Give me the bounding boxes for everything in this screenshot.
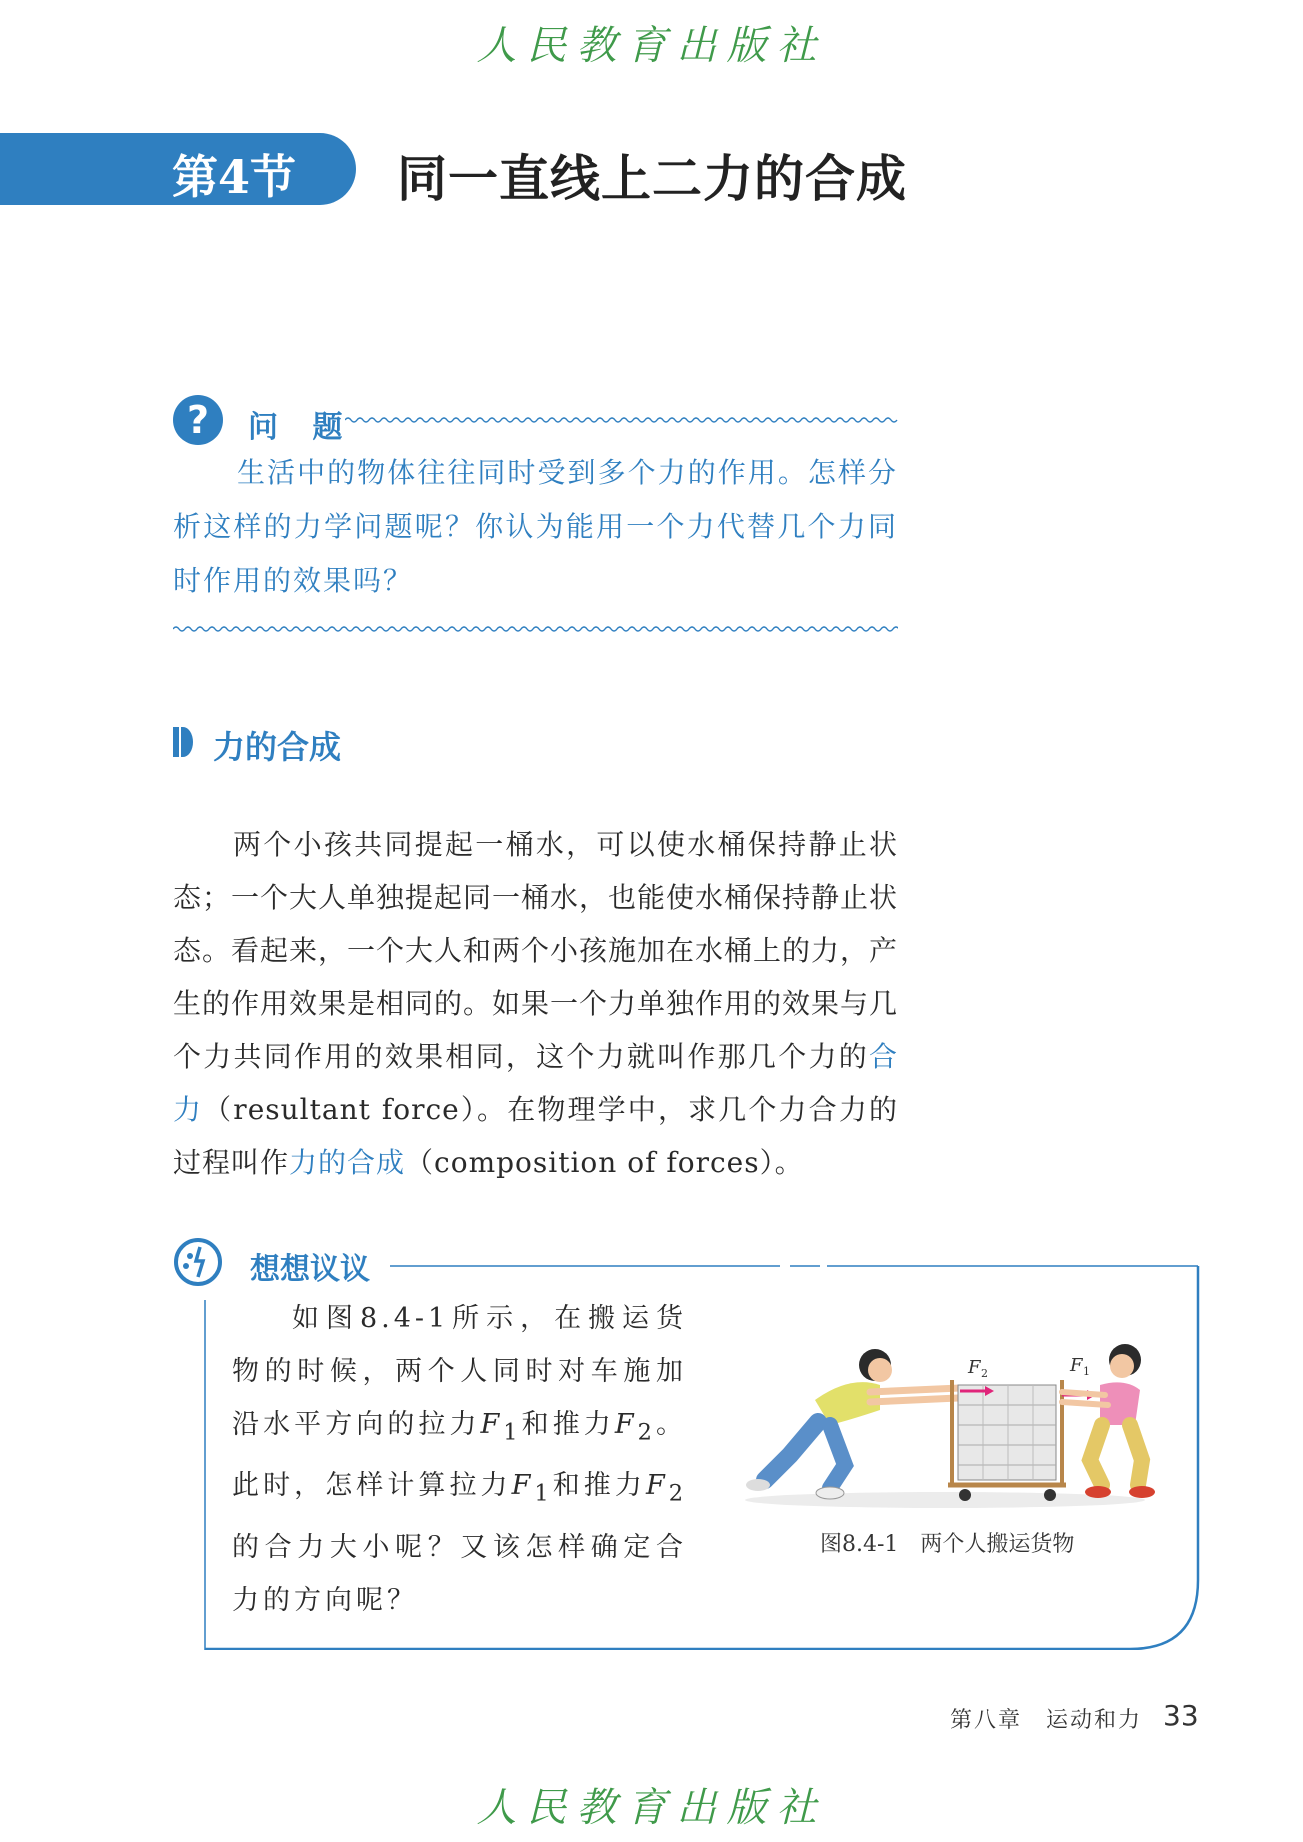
question-box-label: 问 题 bbox=[248, 410, 355, 445]
cart bbox=[948, 1380, 1066, 1501]
force-symbol: F bbox=[511, 1470, 535, 1502]
discussion-text-part: 和推力 bbox=[552, 1470, 646, 1502]
discussion-text-part: 如图8.4-1所示，在搬运货物的时候，两个人同时对车施加沿水平方向的拉力 bbox=[232, 1303, 687, 1440]
question-mark-icon: ? bbox=[173, 395, 223, 445]
discussion-text-part: 的合力大小呢？又该怎样确定合力的方向呢？ bbox=[232, 1531, 687, 1616]
cart-illustration bbox=[730, 1330, 1160, 1510]
question-text: 生活中的物体往往同时受到多个力的作用。怎样分析这样的力学问题呢？你认为能用一个力代替几个力同时作用的效果吗？ bbox=[173, 456, 898, 597]
force-subscript: 1 bbox=[503, 1419, 522, 1446]
discussion-text-part: 和推力 bbox=[521, 1409, 615, 1440]
svg-text:F: F bbox=[1070, 1355, 1083, 1376]
publisher-header: 人民教育出版社 bbox=[476, 23, 827, 69]
discussion-text bbox=[232, 1292, 687, 1627]
figure-caption: 图8.4-1 两个人搬运货物 bbox=[820, 1532, 1075, 1557]
section-number: 第4节 bbox=[172, 150, 297, 204]
force-subscript: 1 bbox=[534, 1480, 553, 1507]
force-subscript: 2 bbox=[637, 1419, 656, 1446]
main-paragraph bbox=[173, 818, 898, 1189]
discussion-label: 想想议议 bbox=[250, 1252, 370, 1287]
section-marker-icon bbox=[173, 727, 193, 757]
force-symbol: F bbox=[645, 1470, 669, 1502]
page-number: 33 bbox=[1163, 1699, 1199, 1732]
force-subscript: 2 bbox=[668, 1480, 688, 1507]
discussion-icon bbox=[173, 1237, 223, 1287]
svg-text:1: 1 bbox=[1083, 1365, 1090, 1378]
boy-figure bbox=[746, 1349, 960, 1499]
term-resultant-force: 合力 bbox=[173, 1040, 898, 1126]
term-composition-of-forces: 力的合成 bbox=[289, 1146, 406, 1179]
publisher-footer: 人民教育出版社 bbox=[476, 1785, 827, 1831]
wavy-divider-top bbox=[345, 416, 898, 424]
paragraph-text: （composition of forces）。 bbox=[405, 1146, 804, 1179]
paragraph-text: （resultant force）。在物理学中，求几个力合力的过程叫作 bbox=[173, 1093, 898, 1179]
subsection-title: 力的合成 bbox=[213, 728, 342, 766]
force-symbol: F bbox=[614, 1409, 638, 1440]
wavy-divider-bottom bbox=[173, 625, 898, 633]
section-title: 同一直线上二力的合成 bbox=[397, 149, 907, 208]
chapter-label: 第八章 运动和力 bbox=[950, 1708, 1143, 1733]
svg-text:F: F bbox=[968, 1357, 981, 1378]
discussion-text-part: 。此时，怎样计算拉力 bbox=[232, 1409, 688, 1502]
svg-text:2: 2 bbox=[981, 1367, 988, 1380]
force-symbol: F bbox=[480, 1409, 504, 1440]
paragraph-text: 两个小孩共同提起一桶水，可以使水桶保持静止状态；一个大人单独提起同一桶水，也能使水桶保持静止状态。看起来，一个大人和两个小孩施加在水桶上的力，产生的作用效果是相同的。如果一个力单独作用的效果与几个力共同作用的效果相同，这个力就叫作那几个力的 bbox=[173, 828, 899, 1073]
